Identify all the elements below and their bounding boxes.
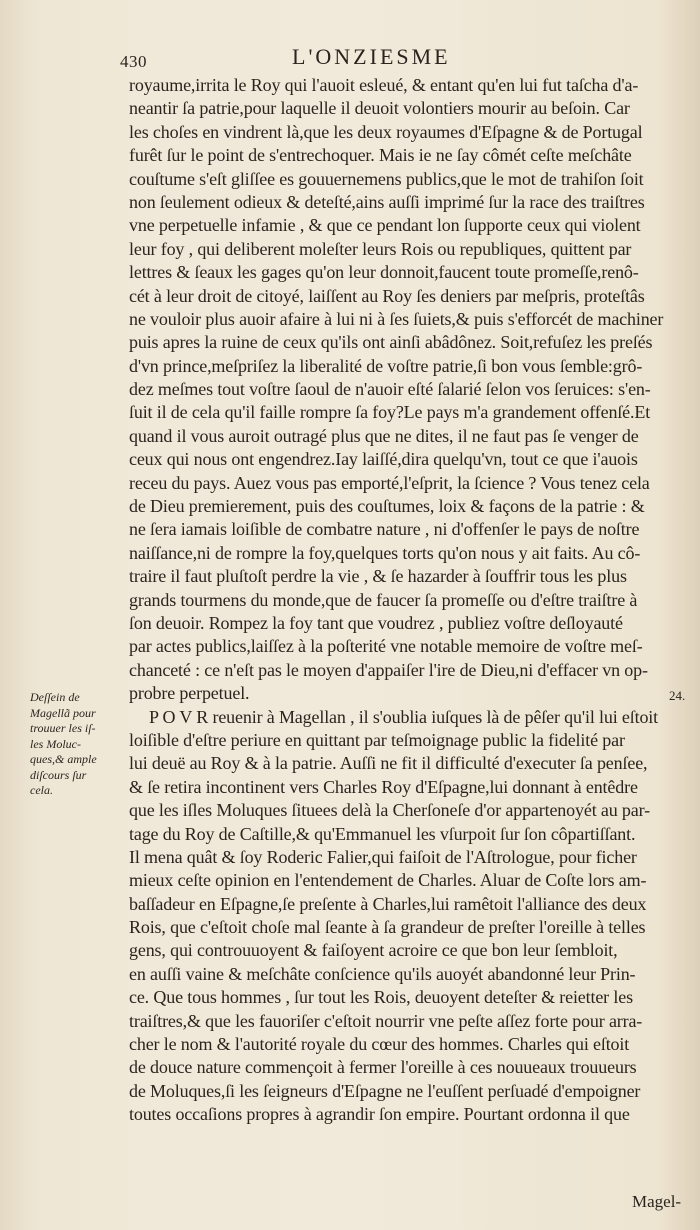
text-line: couſtume s'eſt gliſſee es gouuernemens publics,que le mot de trahiſon ſoit [129, 168, 644, 189]
text-line: cét à leur droit de citoyé, laiſſent au Roy ſes deniers par meſpris, proteſtâs [129, 285, 645, 306]
text-line: les choſes en vindrent là,que les deux royaumes d'Eſpagne & de Portugal [129, 121, 643, 142]
text-line: toutes occaſions propres à agrandir ſon empire. Pourtant ordonna il que [129, 1104, 630, 1125]
text-line: receu du pays. Auez vous pas emporté,l'eſprit, la ſcience ? Vous tenez cela [129, 472, 650, 493]
text-line: leur foy , qui deliberent moleſter leurs Rois ou republiques, quittent par [129, 238, 632, 259]
text-line: ne vouloir plus auoir afaire à lui ni à ſes ſuiets,& puis s'efforcét de machiner [129, 308, 664, 329]
text-line: non ſeulement odieux & deteſté,ains auſſi imprimé ſur la race des traiſtres [129, 191, 645, 212]
text-line: gens, qui controuuoyent & faiſoyent acroire ce que bon leur ſembloit, [129, 940, 618, 961]
margin-note-line: Magellã pour [30, 705, 96, 720]
text-line: traiſtres,& que les fauoriſer c'eſtoit nourrir vne peſte aſſez forte pour arra- [129, 1010, 643, 1031]
catchword: Magel- [632, 1192, 682, 1211]
text-line: tage du Roy de Caſtille,& qu'Emmanuel les vſurpoit ſur ſon côpartiſſant. [129, 823, 636, 844]
margin-note-line: diſcours ſur [30, 767, 87, 782]
text-line: que les iſles Moluques ſituees delà la Cherſoneſe d'or appartenoyét au par- [129, 800, 650, 821]
text-line: quand il vous auroit outragé plus que ne dites, il ne faut pas ſe venger de [129, 425, 639, 446]
text-line: dez meſmes tout voſtre ſaoul de n'auoir eſté ſalarié ſelon vos ſeruices: s'en- [129, 379, 651, 400]
text-line: furêt ſur le point de s'entrechoquer. Mais ie ne ſay cômét ceſte meſchâte [129, 145, 632, 166]
paragraph-start-line: P O V R reuenir à Magellan , il s'oublia iuſques là de pêſer qu'il lui eſtoit [149, 706, 659, 727]
text-line: vne perpetuelle infamie , & que ce pendant lon ſupporte ceux qui violent [129, 215, 641, 236]
text-line: probre perpetuel. [129, 683, 250, 704]
text-line: Rois, que c'eſtoit choſe mal ſeante à ſa grandeur de preſter l'oreille à telles [129, 917, 646, 938]
margin-note-line: cela. [30, 783, 53, 797]
text-line: Il mena quât & ſoy Roderic Falier,qui faiſoit de l'Aſtrologue, pour ficher [129, 846, 637, 867]
margin-note-line: Deſſein de [30, 690, 80, 704]
text-line: d'vn prince,meſpriſez la liberalité de voſtre patrie,ſi bon vous ſemble:grô- [129, 355, 643, 376]
margin-note-line: les Moluc- [30, 736, 81, 751]
running-title: L'ONZIESME [292, 44, 451, 69]
text-line: ce. Que tous hommes , ſur tout les Rois, deuoyent deteſter & reietter les [129, 987, 633, 1008]
text-line: ſon deuoir. Rompez la foy tant que voudrez , publiez voſtre deſloyauté [129, 612, 623, 633]
text-line: & ſe retira incontinent vers Charles Roy d'Eſpagne,lui donnant à entêdre [129, 776, 638, 797]
margin-note-line: trouuer les iſ- [30, 721, 96, 735]
text-line: neantir ſa patrie,pour laquelle il deuoit volontiers mourir au beſoin. Car [129, 98, 630, 119]
text-line: loiſible d'eſtre periure en quittant par teſmoignage public la fidelité par [129, 729, 625, 750]
page-number: 430 [120, 52, 147, 71]
text-line: puis apres la ruine de ceux qu'ils ont ainſi abâdônez. Soit,refuſez les preſés [129, 332, 653, 353]
text-line: ſuit il de cela qu'il faille rompre ſa foy?Le pays m'a grandement offenſé.Et [129, 402, 651, 423]
text-line: lui deuë au Roy & à la patrie. Auſſi ne fit il difficulté d'executer ſa penſee, [129, 753, 648, 774]
margin-note [30, 690, 128, 799]
text-line: royaume,irrita le Roy qui l'auoit esleué, & entant qu'en lui fut taſcha d'a- [129, 75, 639, 95]
text-line: de Dieu premierement, puis des couſtumes, loix & façons de la patrie : & [129, 496, 645, 517]
text-line: ceux qui nous ont engendrez.Iay laiſſé,dira quelqu'vn, tout ce que i'auois [129, 449, 638, 470]
text-line: de douce nature commençoit à fermer l'oreille à ces nouueaux trouueurs [129, 1057, 637, 1078]
text-line: mieux ceſte opinion en l'entendement de Charles. Aluar de Coſte lors am- [129, 870, 647, 891]
text-line: de Moluques,ſi les ſeigneurs d'Eſpagne ne l'euſſent perſuadé d'empoigner [129, 1080, 641, 1101]
text-line: cher le nom & l'autorité royale du cœur des hommes. Charles qui eſtoit [129, 1034, 630, 1055]
text-line: naiſſance,ni de rompre la foy,quelques torts qu'on nous y ait faits. Au cô- [129, 542, 641, 563]
text-line: lettres & ſeaux les gages qu'on leur donnoit,faucent toute promeſſe,renô- [129, 262, 639, 283]
text-line: par actes publics,laiſſez à la poſterité vne notable memoire de voſtre meſ- [129, 636, 643, 657]
text-line: en auſſi vaine & meſchâte conſcience qu'ils auoyét abandonné leur Prin- [129, 963, 636, 984]
text-line: grands tourmens du monde,que de faucer ſa promeſſe ou d'eſtre traiſtre à [129, 589, 638, 610]
page-header [0, 44, 700, 74]
main-text-block [129, 74, 677, 1127]
text-line: baſſadeur en Eſpagne,ſe preſente à Charles,lui ramêtoit l'alliance des deux [129, 893, 647, 914]
margin-note-line: ques,& ample [30, 752, 97, 766]
margin-number: 24. [669, 688, 686, 703]
text-line: ne ſera iamais loiſible de combatre nature , ni d'offenſer le pays de noſtre [129, 519, 640, 540]
text-line: traire il faut pluſtoſt perdre la vie , & ſe hazarder à ſouffrir tous les plus [129, 566, 627, 587]
text-line: chanceté : ce n'eſt pas le moyen d'appaiſer l'ire de Dieu,ni d'effacer vn op- [129, 659, 648, 680]
